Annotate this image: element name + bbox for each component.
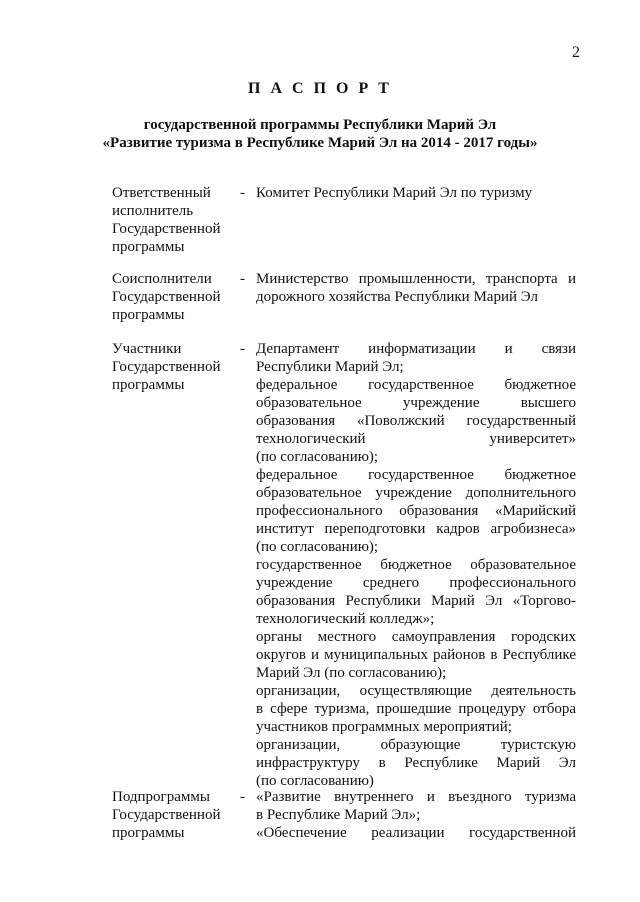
row-label: [112, 270, 236, 324]
row-content: [256, 788, 576, 842]
row-content: [256, 270, 576, 306]
label-line: исполнитель: [112, 203, 194, 219]
content-line: государственное бюджетное образовательное: [256, 557, 576, 573]
content-line: органы местного самоуправления городских: [256, 629, 576, 645]
content-line: технологический колледж»;: [256, 611, 435, 627]
content-line: в сфере туризма, прошедшие процедуру отбора: [256, 701, 576, 717]
content-line: (по согласованию);: [256, 449, 379, 465]
page-number: 2: [572, 44, 580, 61]
content-line: институт переподготовки кадров агробизнеса»: [256, 521, 576, 537]
content-line: организации, образующие туристскую: [256, 737, 576, 753]
label-line: Соисполнители: [112, 271, 212, 287]
row-label: [112, 340, 236, 394]
content-line: технологический университет»: [256, 431, 576, 447]
content-line: в Республике Марий Эл»;: [256, 807, 421, 823]
content-line: Марий Эл (по согласованию);: [256, 665, 447, 681]
content-line: дорожного хозяйства Республики Марий Эл: [256, 289, 538, 305]
label-line: Государственной: [112, 221, 221, 237]
content-line: профессионального образования «Марийский: [256, 503, 576, 519]
label-line: программы: [112, 239, 185, 255]
content-line: учреждение среднего профессионального: [256, 575, 576, 591]
row-dash: -: [240, 789, 245, 805]
row-dash: -: [240, 341, 245, 357]
content-line: (по согласованию);: [256, 539, 379, 555]
label-line: программы: [112, 307, 185, 323]
row-dash: -: [240, 185, 245, 201]
content-line: образовательное учреждение дополнительного: [256, 485, 576, 501]
content-line: образования Республики Марий Эл «Торгово-: [256, 593, 576, 609]
content-line: округов и муниципальных районов в Республике: [256, 647, 576, 663]
content-line: Министерство промышленности, транспорта и: [256, 271, 576, 287]
label-line: Ответственный: [112, 185, 211, 201]
content-line: «Обеспечение реализации государственной: [256, 825, 576, 841]
content-line: Департамент информатизации и связи: [256, 341, 576, 357]
content-line: инфраструктуру в Республике Марий Эл: [256, 755, 576, 771]
row-label: [112, 788, 236, 842]
content-line: образования «Поволжский государственный: [256, 413, 576, 429]
label-line: Государственной: [112, 289, 221, 305]
document-subtitle: [0, 116, 640, 152]
subtitle-line: «Развитие туризма в Республике Марий Эл на 2014 - 2017 годы»: [102, 135, 538, 151]
content-line: Республики Марий Эл;: [256, 359, 404, 375]
content-line: (по согласованию): [256, 773, 374, 789]
label-line: Участники: [112, 341, 182, 357]
content-line: «Развитие внутреннего и въездного туризма: [256, 789, 576, 805]
content-line: организации, осуществляющие деятельность: [256, 683, 576, 699]
label-line: Государственной: [112, 359, 221, 375]
document-title: П А С П О Р Т: [248, 80, 392, 97]
row-content: [256, 184, 576, 202]
label-line: программы: [112, 377, 185, 393]
content-line: федеральное государственное бюджетное: [256, 377, 576, 393]
label-line: Подпрограммы: [112, 789, 210, 805]
row-content: [256, 340, 576, 790]
row-label: [112, 184, 236, 256]
label-line: Государственной: [112, 807, 221, 823]
row-dash: -: [240, 271, 245, 287]
content-line: Комитет Республики Марий Эл по туризму: [256, 185, 533, 201]
subtitle-line: государственной программы Республики Марий Эл: [143, 117, 497, 133]
content-line: участников программных мероприятий;: [256, 719, 512, 735]
label-line: программы: [112, 825, 185, 841]
content-line: образовательное учреждение высшего: [256, 395, 576, 411]
content-line: федеральное государственное бюджетное: [256, 467, 576, 483]
